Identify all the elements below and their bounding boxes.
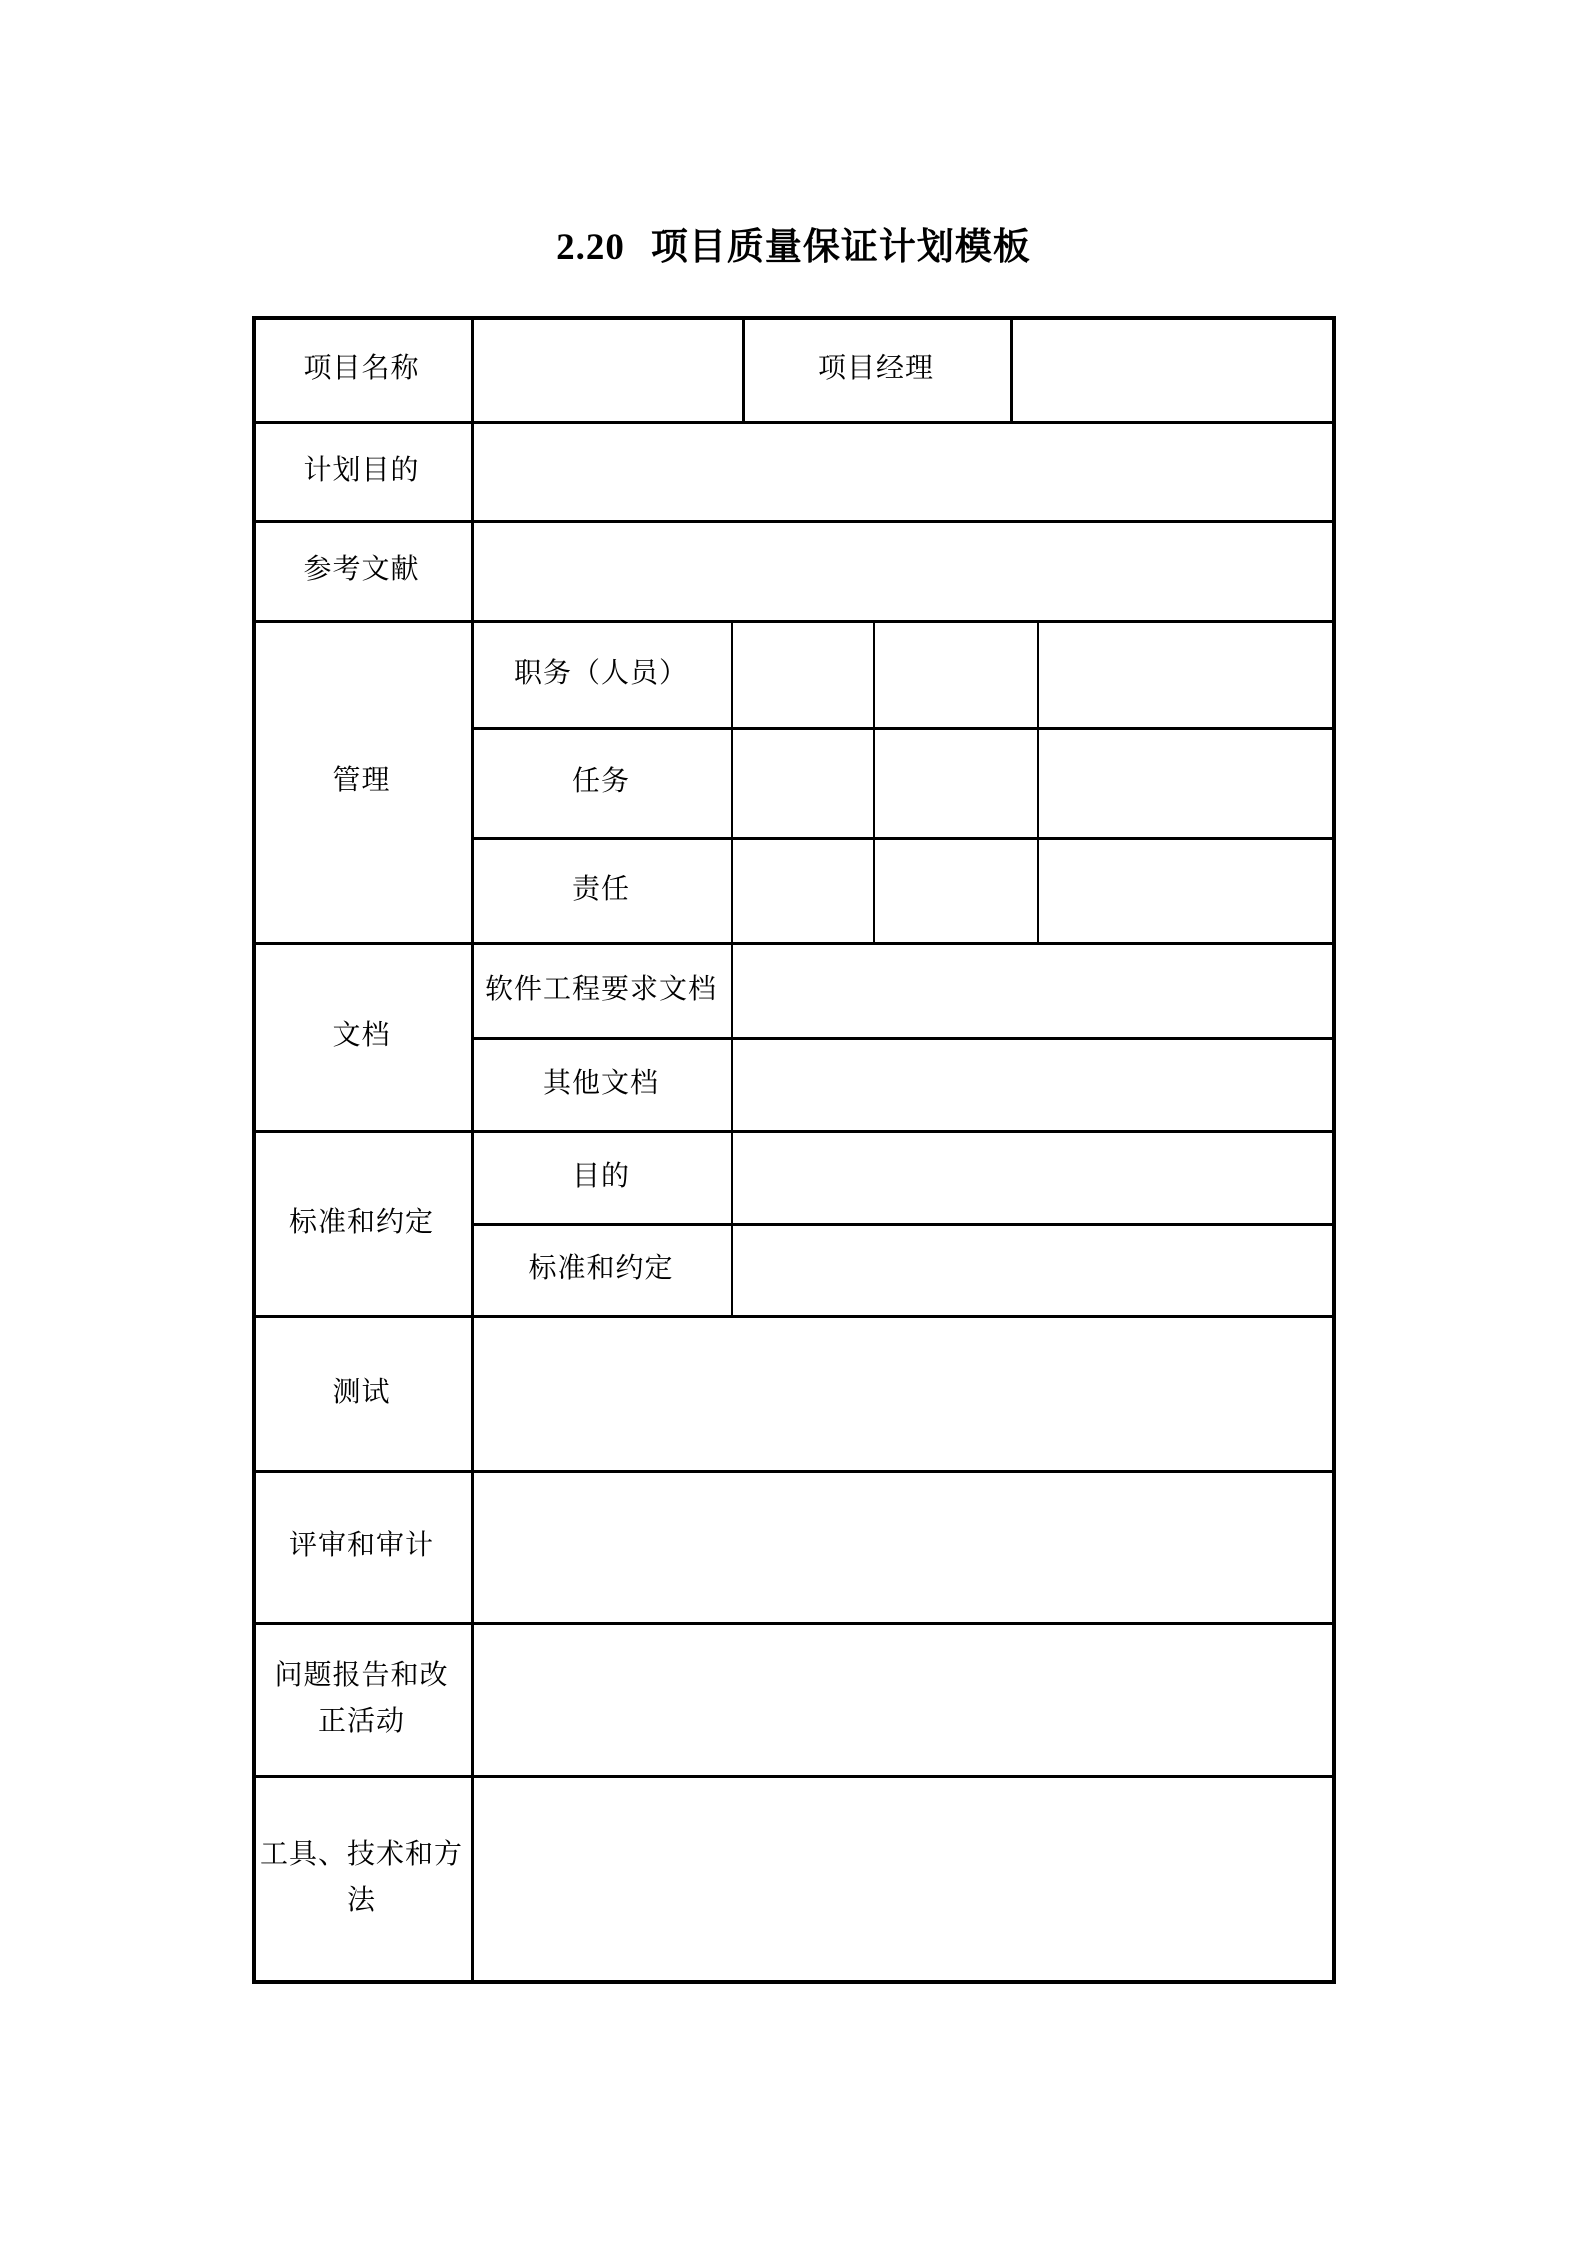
- management-responsibility-cell-2: [873, 837, 1037, 942]
- tools-methods-label: 工具、技术和方 法: [259, 1838, 463, 1916]
- management-task-cell-3: [1037, 727, 1332, 837]
- testing-label: 测试: [332, 1376, 391, 1408]
- section-title-text: 项目质量保证计划模板: [650, 227, 1031, 268]
- purpose-label: 目的: [571, 1160, 630, 1192]
- review-audit-value-cell: [471, 1470, 1332, 1622]
- standards-group-label: 标准和约定: [288, 1206, 434, 1238]
- project-manager-label: 项目经理: [817, 352, 934, 384]
- problem-report-label: 问题报告和改 正活动: [274, 1659, 449, 1737]
- task-label: 任务: [571, 766, 630, 797]
- management-label: 管理: [332, 765, 391, 796]
- purpose-value-cell: [731, 1130, 1332, 1223]
- management-position-cell-2: [873, 620, 1037, 727]
- management-position-cell-3: [1037, 620, 1332, 727]
- software-eng-docs-label: 软件工程要求文档: [484, 973, 717, 1005]
- plan-purpose-value-cell: [471, 421, 1332, 520]
- table-border-right: [1332, 316, 1336, 1984]
- management-task-cell-2: [873, 727, 1037, 837]
- software-eng-docs-value-cell: [731, 942, 1332, 1037]
- position-personnel-label: 职务（人员）: [513, 657, 688, 689]
- problem-report-value-cell: [471, 1622, 1332, 1775]
- documents-label: 文档: [332, 1020, 391, 1051]
- management-responsibility-cell-1: [731, 837, 873, 942]
- page-title: [0, 226, 1587, 270]
- standards-value-cell: [731, 1223, 1332, 1315]
- other-docs-value-cell: [731, 1037, 1332, 1130]
- references-label: 参考文献: [303, 554, 420, 585]
- responsibility-label: 责任: [571, 873, 630, 905]
- tools-methods-value-cell: [471, 1775, 1332, 1980]
- table-border-bottom: [252, 1980, 1336, 1984]
- review-audit-label: 评审和审计: [288, 1530, 434, 1561]
- references-value-cell: [471, 520, 1332, 620]
- management-position-cell-1: [731, 620, 873, 727]
- project-name-label: 项目名称: [303, 352, 420, 384]
- other-docs-label: 其他文档: [542, 1067, 659, 1099]
- section-number: 2.20: [556, 227, 625, 268]
- management-task-cell-1: [731, 727, 873, 837]
- plan-purpose-label: 计划目的: [303, 454, 420, 486]
- project-name-value-cell: [471, 316, 742, 421]
- management-responsibility-cell-3: [1037, 837, 1332, 942]
- standards-label: 标准和约定: [528, 1253, 674, 1284]
- testing-value-cell: [471, 1315, 1332, 1470]
- project-manager-value-cell: [1010, 316, 1332, 421]
